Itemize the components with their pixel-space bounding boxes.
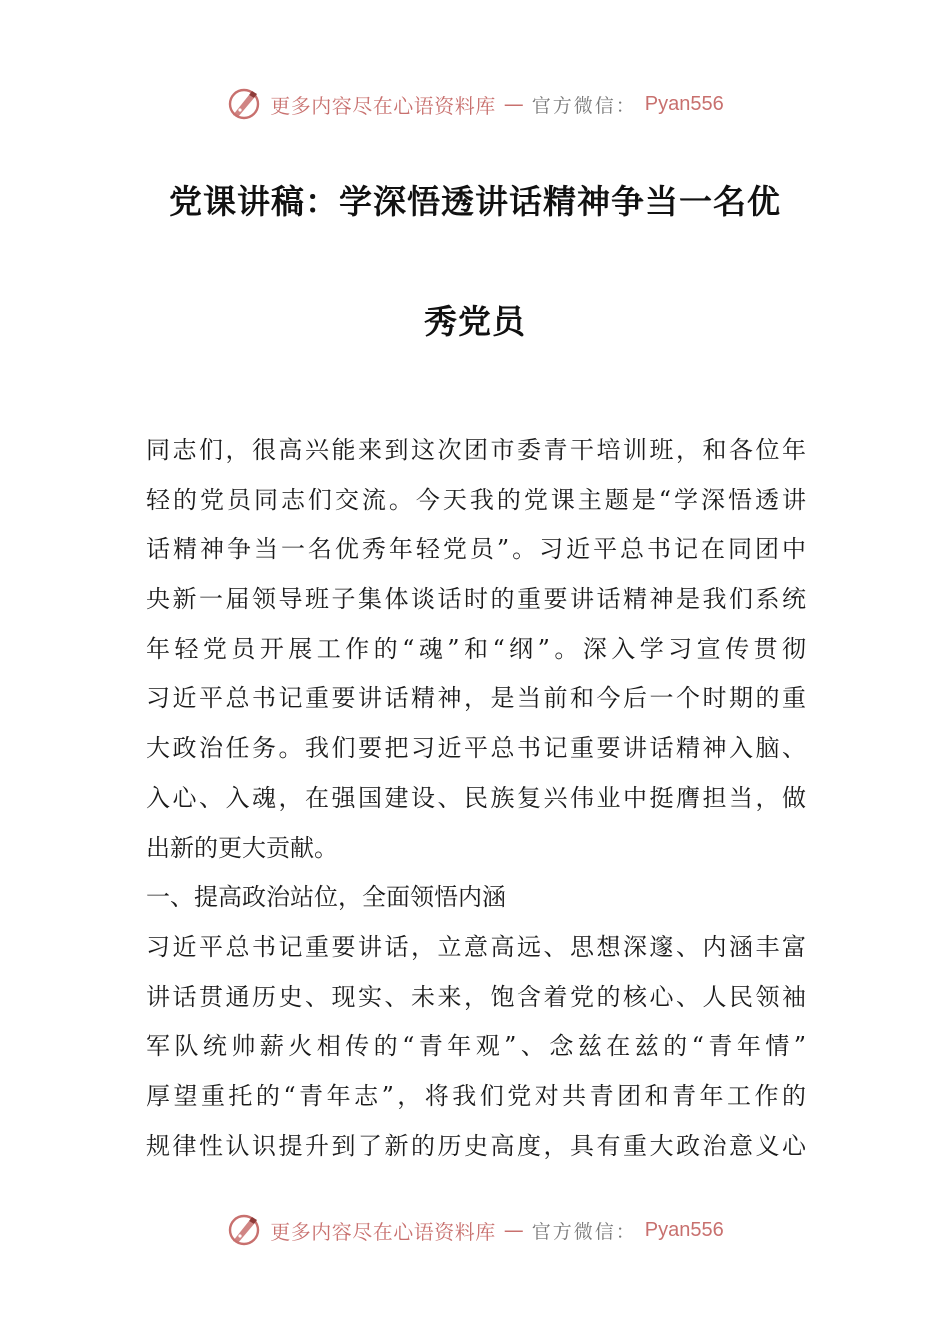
body-line: 入心、入魂，在强国建设、民族复兴伟业中挺膺担当，做 [146,783,806,812]
body-line: 年轻党员开展工作的“魂”和“纲”。深入学习宣传贯彻 [146,634,806,663]
pen-nib-circle-icon [226,1212,262,1248]
body-line: 大政治任务。我们要把习近平总书记重要讲话精神入脑、 [146,734,806,763]
body-line: 习近平总书记重要讲话，立意高远、思想深邃、内涵丰富 [146,932,806,961]
pen-nib-circle-icon [226,86,262,122]
watermark-official-label: 官方微信： [531,1220,637,1243]
watermark-wechat-id: Pyan556 [644,1218,724,1241]
watermark-brand-text: 更多内容尽在心语资料库 [270,93,496,118]
watermark-wechat-id: Pyan556 [644,92,724,115]
watermark-separator: — [503,1218,524,1242]
body-line: 厚望重托的“青年志”，将我们党对共青团和青年工作的 [146,1081,806,1110]
watermark-separator: — [503,92,524,116]
section-heading: 一、提高政治站位，全面领悟内涵 [146,883,506,912]
body-line: 讲话贯通历史、现实、未来，饱含着党的核心、人民领袖 [146,982,806,1011]
body-line: 同志们，很高兴能来到这次团市委青干培训班，和各位年 [146,436,806,464]
body-line: 央新一届领导班子集体谈话时的重要讲话精神是我们系统 [146,585,806,614]
body-line: 规律性认识提升到了新的历史高度，具有重大政治意义心 [146,1131,806,1160]
document-title-line-2: 秀党员 [424,302,526,341]
body-line: 习近平总书记重要讲话精神，是当前和今后一个时期的重 [146,684,806,713]
document-title-line-1: 党课讲稿：学深悟透讲话精神争当一名优 [169,182,781,221]
body-line: 轻的党员同志们交流。今天我的党课主题是“学深悟透讲 [146,485,806,514]
footer-watermark [0,1208,950,1252]
body-line: 军队统帅薪火相传的“青年观”、念兹在兹的“青年情” [146,1032,806,1061]
body-line-paragraph-end: 出新的更大贡献。 [146,833,338,862]
document-body [146,426,806,1171]
header-watermark [0,82,950,126]
watermark-official-label: 官方微信： [531,94,637,117]
body-line: 话精神争当一名优秀年轻党员”。习近平总书记在同团中 [146,535,806,564]
watermark-brand-text: 更多内容尽在心语资料库 [270,1219,496,1244]
